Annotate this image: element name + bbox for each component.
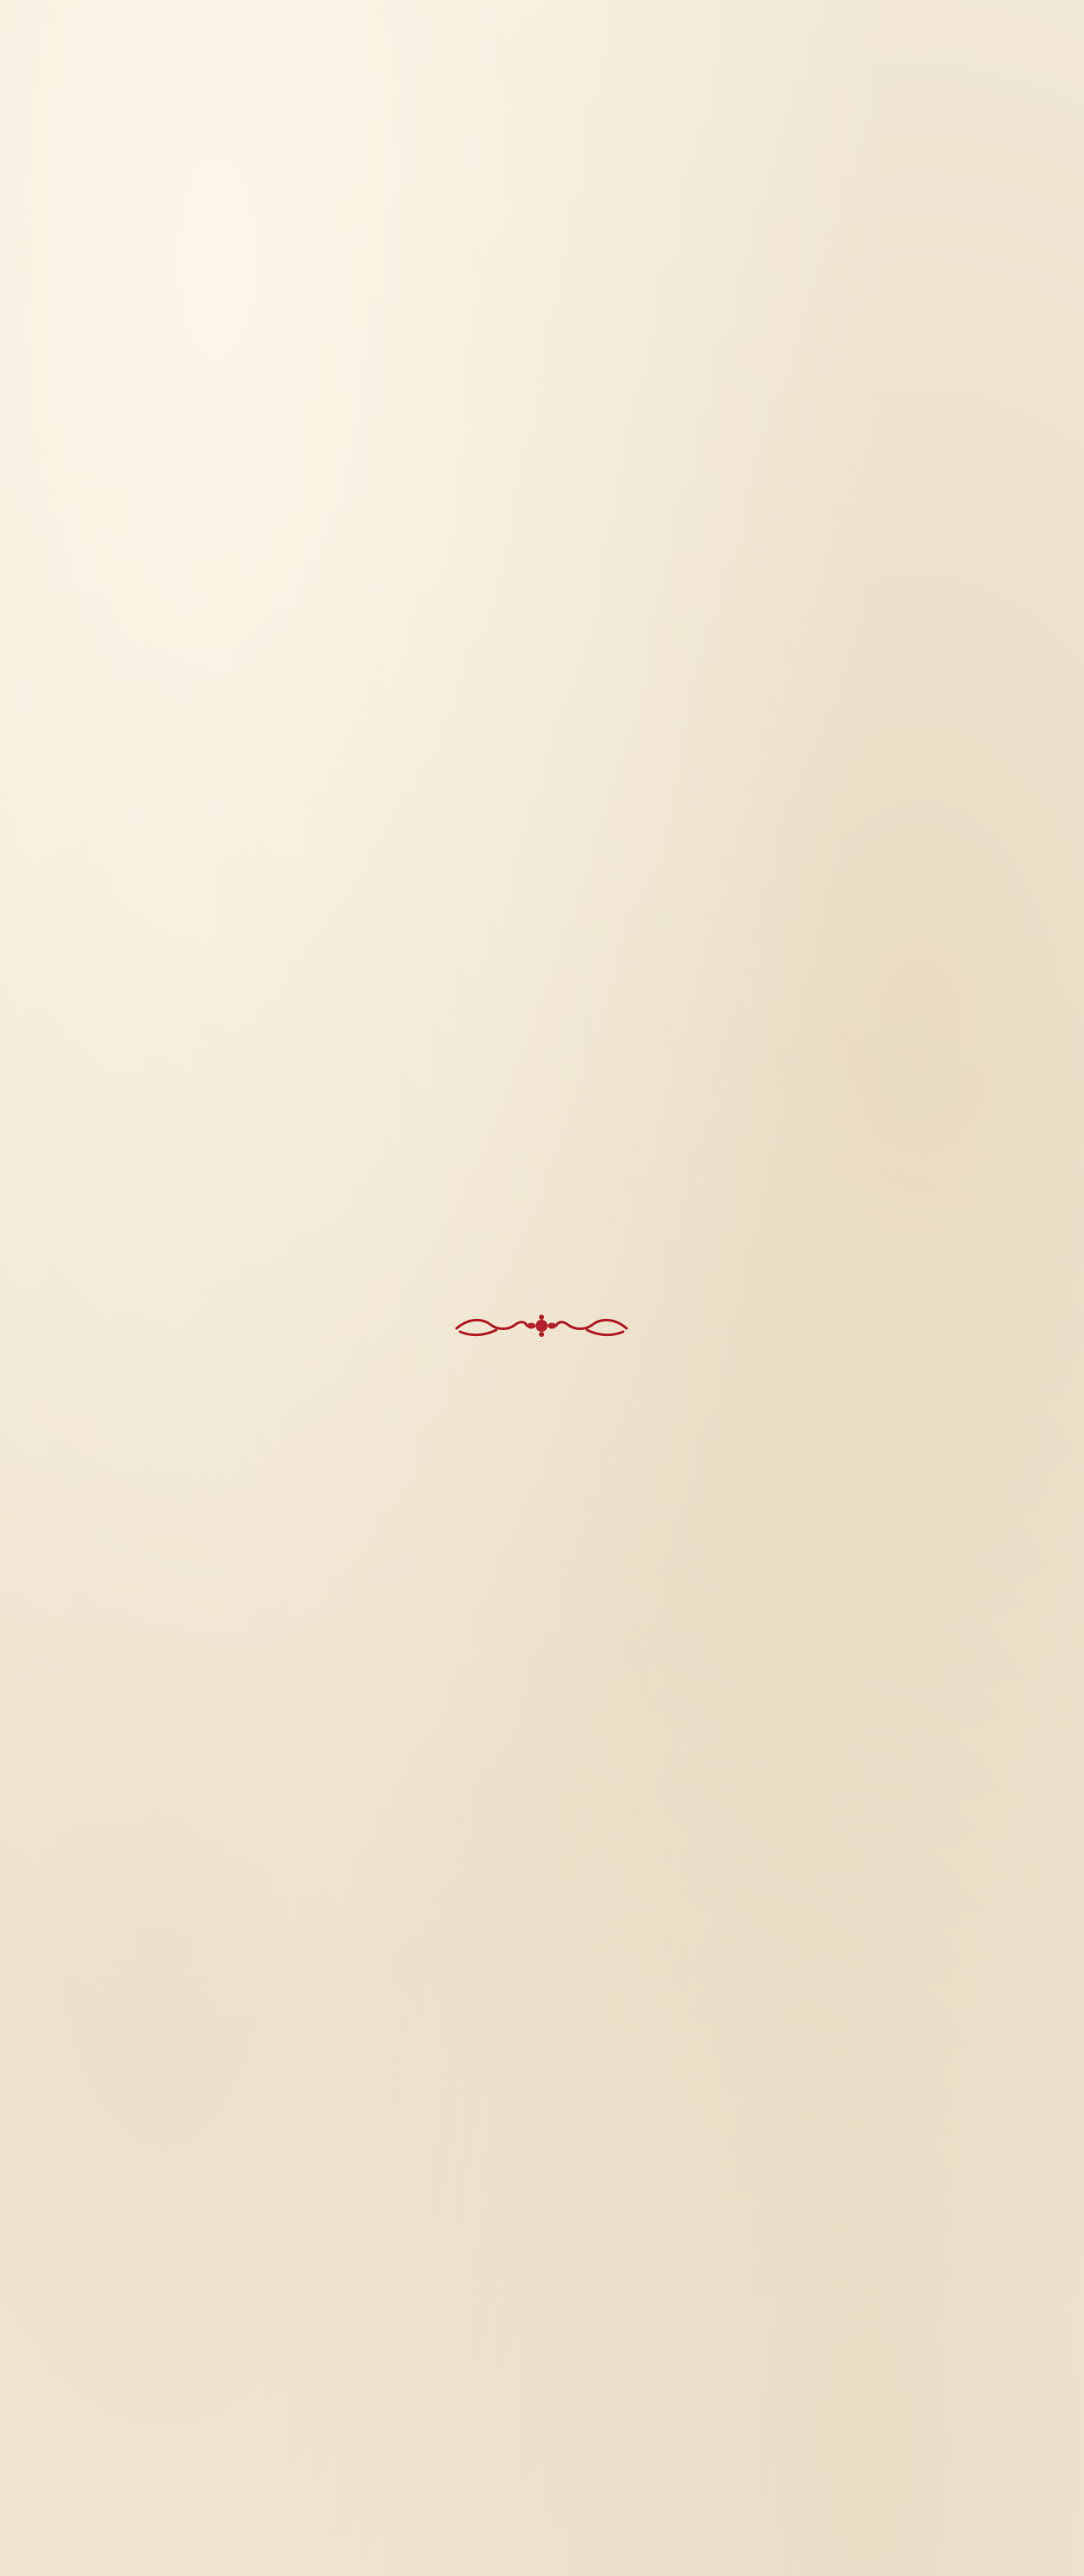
floral-divider-icon <box>451 1306 632 1345</box>
